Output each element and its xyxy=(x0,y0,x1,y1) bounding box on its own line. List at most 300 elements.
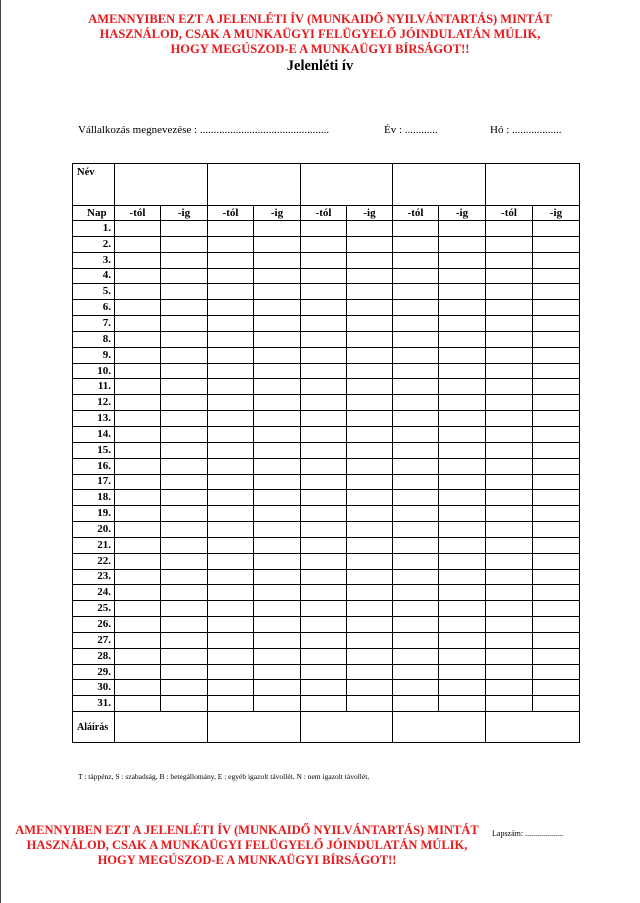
to-time-cell[interactable] xyxy=(254,300,301,316)
to-time-cell[interactable] xyxy=(161,458,208,474)
from-time-cell[interactable] xyxy=(393,506,439,522)
company-name-field[interactable]: Vállalkozás megnevezése : ............................................... xyxy=(78,124,330,136)
to-time-cell[interactable] xyxy=(347,284,393,300)
to-time-cell[interactable] xyxy=(161,696,208,712)
from-time-cell[interactable] xyxy=(393,569,439,585)
from-time-cell[interactable] xyxy=(486,379,533,395)
to-time-cell[interactable] xyxy=(347,474,393,490)
from-time-cell[interactable] xyxy=(115,379,161,395)
to-time-cell[interactable] xyxy=(347,537,393,553)
from-time-cell[interactable] xyxy=(486,458,533,474)
to-time-cell[interactable] xyxy=(254,331,301,347)
from-time-cell[interactable] xyxy=(301,569,347,585)
to-time-cell[interactable] xyxy=(439,585,486,601)
to-time-cell[interactable] xyxy=(533,664,580,680)
from-time-cell[interactable] xyxy=(393,347,439,363)
from-time-cell[interactable] xyxy=(393,632,439,648)
to-time-cell[interactable] xyxy=(533,442,580,458)
from-time-cell[interactable] xyxy=(486,426,533,442)
to-time-cell[interactable] xyxy=(161,617,208,633)
to-time-cell[interactable] xyxy=(439,268,486,284)
to-time-cell[interactable] xyxy=(439,617,486,633)
to-time-cell[interactable] xyxy=(161,648,208,664)
from-time-cell[interactable] xyxy=(393,490,439,506)
from-time-cell[interactable] xyxy=(486,331,533,347)
to-time-cell[interactable] xyxy=(439,331,486,347)
from-time-cell[interactable] xyxy=(393,268,439,284)
from-time-cell[interactable] xyxy=(301,506,347,522)
from-time-cell[interactable] xyxy=(393,252,439,268)
from-time-cell[interactable] xyxy=(301,426,347,442)
from-time-cell[interactable] xyxy=(393,316,439,332)
to-time-cell[interactable] xyxy=(254,458,301,474)
from-time-cell[interactable] xyxy=(208,601,254,617)
from-time-cell[interactable] xyxy=(301,316,347,332)
to-time-cell[interactable] xyxy=(254,379,301,395)
to-time-cell[interactable] xyxy=(347,601,393,617)
to-time-cell[interactable] xyxy=(161,347,208,363)
to-time-cell[interactable] xyxy=(347,331,393,347)
to-time-cell[interactable] xyxy=(439,696,486,712)
from-time-cell[interactable] xyxy=(393,379,439,395)
to-time-cell[interactable] xyxy=(533,284,580,300)
from-time-cell[interactable] xyxy=(208,553,254,569)
from-time-cell[interactable] xyxy=(486,696,533,712)
signature-cell[interactable] xyxy=(208,712,301,743)
to-time-cell[interactable] xyxy=(254,585,301,601)
to-time-cell[interactable] xyxy=(161,379,208,395)
to-time-cell[interactable] xyxy=(439,316,486,332)
from-time-cell[interactable] xyxy=(301,300,347,316)
to-time-cell[interactable] xyxy=(347,506,393,522)
from-time-cell[interactable] xyxy=(393,648,439,664)
to-time-cell[interactable] xyxy=(533,347,580,363)
to-time-cell[interactable] xyxy=(161,537,208,553)
from-time-cell[interactable] xyxy=(208,331,254,347)
to-time-cell[interactable] xyxy=(533,236,580,252)
to-time-cell[interactable] xyxy=(533,395,580,411)
from-time-cell[interactable] xyxy=(486,395,533,411)
from-time-cell[interactable] xyxy=(486,316,533,332)
page-number-field[interactable]: Lapszám: ................... xyxy=(492,829,564,838)
from-time-cell[interactable] xyxy=(301,442,347,458)
from-time-cell[interactable] xyxy=(301,411,347,427)
from-time-cell[interactable] xyxy=(115,585,161,601)
to-time-cell[interactable] xyxy=(533,300,580,316)
to-time-cell[interactable] xyxy=(347,490,393,506)
from-time-cell[interactable] xyxy=(115,664,161,680)
from-time-cell[interactable] xyxy=(393,680,439,696)
to-time-cell[interactable] xyxy=(439,300,486,316)
from-time-cell[interactable] xyxy=(115,221,161,237)
from-time-cell[interactable] xyxy=(208,221,254,237)
to-time-cell[interactable] xyxy=(254,363,301,379)
to-time-cell[interactable] xyxy=(161,442,208,458)
to-time-cell[interactable] xyxy=(533,331,580,347)
to-time-cell[interactable] xyxy=(439,537,486,553)
to-time-cell[interactable] xyxy=(533,617,580,633)
to-time-cell[interactable] xyxy=(161,300,208,316)
from-time-cell[interactable] xyxy=(393,442,439,458)
from-time-cell[interactable] xyxy=(115,268,161,284)
from-time-cell[interactable] xyxy=(486,664,533,680)
from-time-cell[interactable] xyxy=(486,347,533,363)
to-time-cell[interactable] xyxy=(161,522,208,538)
from-time-cell[interactable] xyxy=(301,617,347,633)
to-time-cell[interactable] xyxy=(439,458,486,474)
signature-cell[interactable] xyxy=(115,712,208,743)
to-time-cell[interactable] xyxy=(439,648,486,664)
from-time-cell[interactable] xyxy=(115,411,161,427)
signature-cell[interactable] xyxy=(486,712,580,743)
to-time-cell[interactable] xyxy=(439,632,486,648)
to-time-cell[interactable] xyxy=(347,458,393,474)
to-time-cell[interactable] xyxy=(439,395,486,411)
to-time-cell[interactable] xyxy=(161,363,208,379)
from-time-cell[interactable] xyxy=(393,426,439,442)
to-time-cell[interactable] xyxy=(161,664,208,680)
to-time-cell[interactable] xyxy=(347,316,393,332)
from-time-cell[interactable] xyxy=(208,268,254,284)
to-time-cell[interactable] xyxy=(254,284,301,300)
to-time-cell[interactable] xyxy=(254,522,301,538)
to-time-cell[interactable] xyxy=(533,411,580,427)
to-time-cell[interactable] xyxy=(347,268,393,284)
to-time-cell[interactable] xyxy=(439,363,486,379)
from-time-cell[interactable] xyxy=(393,585,439,601)
to-time-cell[interactable] xyxy=(439,522,486,538)
to-time-cell[interactable] xyxy=(254,395,301,411)
from-time-cell[interactable] xyxy=(486,442,533,458)
to-time-cell[interactable] xyxy=(533,553,580,569)
to-time-cell[interactable] xyxy=(347,664,393,680)
to-time-cell[interactable] xyxy=(161,236,208,252)
from-time-cell[interactable] xyxy=(115,347,161,363)
from-time-cell[interactable] xyxy=(393,553,439,569)
to-time-cell[interactable] xyxy=(347,379,393,395)
to-time-cell[interactable] xyxy=(533,252,580,268)
to-time-cell[interactable] xyxy=(347,632,393,648)
from-time-cell[interactable] xyxy=(301,347,347,363)
to-time-cell[interactable] xyxy=(347,426,393,442)
to-time-cell[interactable] xyxy=(347,617,393,633)
to-time-cell[interactable] xyxy=(439,284,486,300)
from-time-cell[interactable] xyxy=(115,506,161,522)
from-time-cell[interactable] xyxy=(115,696,161,712)
from-time-cell[interactable] xyxy=(115,522,161,538)
from-time-cell[interactable] xyxy=(301,601,347,617)
from-time-cell[interactable] xyxy=(115,648,161,664)
to-time-cell[interactable] xyxy=(347,363,393,379)
from-time-cell[interactable] xyxy=(301,585,347,601)
from-time-cell[interactable] xyxy=(393,363,439,379)
to-time-cell[interactable] xyxy=(533,680,580,696)
from-time-cell[interactable] xyxy=(486,284,533,300)
to-time-cell[interactable] xyxy=(254,442,301,458)
to-time-cell[interactable] xyxy=(439,553,486,569)
employee-name-cell[interactable] xyxy=(115,164,208,206)
from-time-cell[interactable] xyxy=(208,474,254,490)
from-time-cell[interactable] xyxy=(393,522,439,538)
to-time-cell[interactable] xyxy=(533,474,580,490)
to-time-cell[interactable] xyxy=(533,601,580,617)
to-time-cell[interactable] xyxy=(347,252,393,268)
from-time-cell[interactable] xyxy=(486,506,533,522)
from-time-cell[interactable] xyxy=(301,331,347,347)
year-field[interactable]: Év : ............ xyxy=(384,124,438,136)
from-time-cell[interactable] xyxy=(115,553,161,569)
from-time-cell[interactable] xyxy=(115,316,161,332)
from-time-cell[interactable] xyxy=(301,236,347,252)
from-time-cell[interactable] xyxy=(301,474,347,490)
to-time-cell[interactable] xyxy=(254,617,301,633)
to-time-cell[interactable] xyxy=(533,648,580,664)
from-time-cell[interactable] xyxy=(301,696,347,712)
from-time-cell[interactable] xyxy=(301,268,347,284)
from-time-cell[interactable] xyxy=(115,252,161,268)
to-time-cell[interactable] xyxy=(533,569,580,585)
to-time-cell[interactable] xyxy=(533,426,580,442)
from-time-cell[interactable] xyxy=(115,442,161,458)
from-time-cell[interactable] xyxy=(486,300,533,316)
to-time-cell[interactable] xyxy=(161,395,208,411)
from-time-cell[interactable] xyxy=(115,331,161,347)
from-time-cell[interactable] xyxy=(486,236,533,252)
from-time-cell[interactable] xyxy=(393,474,439,490)
from-time-cell[interactable] xyxy=(115,490,161,506)
to-time-cell[interactable] xyxy=(161,252,208,268)
from-time-cell[interactable] xyxy=(115,632,161,648)
from-time-cell[interactable] xyxy=(115,426,161,442)
to-time-cell[interactable] xyxy=(439,680,486,696)
from-time-cell[interactable] xyxy=(486,411,533,427)
to-time-cell[interactable] xyxy=(161,474,208,490)
to-time-cell[interactable] xyxy=(533,363,580,379)
to-time-cell[interactable] xyxy=(439,474,486,490)
from-time-cell[interactable] xyxy=(115,617,161,633)
to-time-cell[interactable] xyxy=(347,347,393,363)
to-time-cell[interactable] xyxy=(439,252,486,268)
from-time-cell[interactable] xyxy=(486,617,533,633)
to-time-cell[interactable] xyxy=(347,585,393,601)
to-time-cell[interactable] xyxy=(439,664,486,680)
from-time-cell[interactable] xyxy=(115,458,161,474)
to-time-cell[interactable] xyxy=(533,316,580,332)
from-time-cell[interactable] xyxy=(393,617,439,633)
to-time-cell[interactable] xyxy=(347,442,393,458)
to-time-cell[interactable] xyxy=(161,680,208,696)
to-time-cell[interactable] xyxy=(533,221,580,237)
to-time-cell[interactable] xyxy=(254,569,301,585)
to-time-cell[interactable] xyxy=(254,490,301,506)
from-time-cell[interactable] xyxy=(486,680,533,696)
to-time-cell[interactable] xyxy=(439,506,486,522)
from-time-cell[interactable] xyxy=(393,664,439,680)
from-time-cell[interactable] xyxy=(115,474,161,490)
from-time-cell[interactable] xyxy=(208,284,254,300)
from-time-cell[interactable] xyxy=(208,506,254,522)
from-time-cell[interactable] xyxy=(486,585,533,601)
to-time-cell[interactable] xyxy=(254,506,301,522)
to-time-cell[interactable] xyxy=(254,252,301,268)
to-time-cell[interactable] xyxy=(161,553,208,569)
to-time-cell[interactable] xyxy=(347,648,393,664)
from-time-cell[interactable] xyxy=(208,632,254,648)
to-time-cell[interactable] xyxy=(533,379,580,395)
to-time-cell[interactable] xyxy=(347,680,393,696)
to-time-cell[interactable] xyxy=(439,236,486,252)
from-time-cell[interactable] xyxy=(208,696,254,712)
to-time-cell[interactable] xyxy=(347,522,393,538)
from-time-cell[interactable] xyxy=(301,522,347,538)
from-time-cell[interactable] xyxy=(486,569,533,585)
from-time-cell[interactable] xyxy=(208,316,254,332)
to-time-cell[interactable] xyxy=(347,553,393,569)
from-time-cell[interactable] xyxy=(301,458,347,474)
to-time-cell[interactable] xyxy=(161,426,208,442)
from-time-cell[interactable] xyxy=(208,300,254,316)
to-time-cell[interactable] xyxy=(161,411,208,427)
from-time-cell[interactable] xyxy=(115,537,161,553)
from-time-cell[interactable] xyxy=(208,426,254,442)
to-time-cell[interactable] xyxy=(161,284,208,300)
to-time-cell[interactable] xyxy=(347,696,393,712)
from-time-cell[interactable] xyxy=(115,236,161,252)
to-time-cell[interactable] xyxy=(254,474,301,490)
from-time-cell[interactable] xyxy=(208,379,254,395)
from-time-cell[interactable] xyxy=(393,221,439,237)
to-time-cell[interactable] xyxy=(533,490,580,506)
to-time-cell[interactable] xyxy=(439,379,486,395)
signature-cell[interactable] xyxy=(393,712,486,743)
to-time-cell[interactable] xyxy=(347,411,393,427)
to-time-cell[interactable] xyxy=(533,632,580,648)
from-time-cell[interactable] xyxy=(208,363,254,379)
to-time-cell[interactable] xyxy=(347,221,393,237)
from-time-cell[interactable] xyxy=(486,268,533,284)
to-time-cell[interactable] xyxy=(161,585,208,601)
month-field[interactable]: Hó : .................. xyxy=(490,124,562,136)
to-time-cell[interactable] xyxy=(347,395,393,411)
to-time-cell[interactable] xyxy=(533,522,580,538)
from-time-cell[interactable] xyxy=(115,363,161,379)
to-time-cell[interactable] xyxy=(439,347,486,363)
from-time-cell[interactable] xyxy=(393,300,439,316)
to-time-cell[interactable] xyxy=(439,442,486,458)
from-time-cell[interactable] xyxy=(301,395,347,411)
from-time-cell[interactable] xyxy=(301,537,347,553)
to-time-cell[interactable] xyxy=(161,316,208,332)
to-time-cell[interactable] xyxy=(254,553,301,569)
from-time-cell[interactable] xyxy=(301,363,347,379)
to-time-cell[interactable] xyxy=(347,236,393,252)
from-time-cell[interactable] xyxy=(393,601,439,617)
to-time-cell[interactable] xyxy=(254,537,301,553)
from-time-cell[interactable] xyxy=(208,236,254,252)
from-time-cell[interactable] xyxy=(208,617,254,633)
to-time-cell[interactable] xyxy=(161,268,208,284)
to-time-cell[interactable] xyxy=(439,221,486,237)
from-time-cell[interactable] xyxy=(208,395,254,411)
from-time-cell[interactable] xyxy=(115,601,161,617)
to-time-cell[interactable] xyxy=(254,648,301,664)
from-time-cell[interactable] xyxy=(393,395,439,411)
from-time-cell[interactable] xyxy=(486,252,533,268)
signature-cell[interactable] xyxy=(301,712,393,743)
to-time-cell[interactable] xyxy=(254,664,301,680)
from-time-cell[interactable] xyxy=(208,680,254,696)
from-time-cell[interactable] xyxy=(115,680,161,696)
from-time-cell[interactable] xyxy=(301,284,347,300)
to-time-cell[interactable] xyxy=(254,680,301,696)
to-time-cell[interactable] xyxy=(254,632,301,648)
from-time-cell[interactable] xyxy=(301,648,347,664)
to-time-cell[interactable] xyxy=(533,458,580,474)
to-time-cell[interactable] xyxy=(439,490,486,506)
from-time-cell[interactable] xyxy=(115,300,161,316)
employee-name-cell[interactable] xyxy=(486,164,580,206)
from-time-cell[interactable] xyxy=(208,664,254,680)
from-time-cell[interactable] xyxy=(208,252,254,268)
from-time-cell[interactable] xyxy=(301,379,347,395)
to-time-cell[interactable] xyxy=(254,236,301,252)
to-time-cell[interactable] xyxy=(533,537,580,553)
to-time-cell[interactable] xyxy=(161,632,208,648)
to-time-cell[interactable] xyxy=(161,331,208,347)
from-time-cell[interactable] xyxy=(486,474,533,490)
from-time-cell[interactable] xyxy=(208,648,254,664)
to-time-cell[interactable] xyxy=(254,411,301,427)
to-time-cell[interactable] xyxy=(161,569,208,585)
from-time-cell[interactable] xyxy=(208,411,254,427)
from-time-cell[interactable] xyxy=(208,458,254,474)
to-time-cell[interactable] xyxy=(161,506,208,522)
from-time-cell[interactable] xyxy=(301,632,347,648)
to-time-cell[interactable] xyxy=(254,426,301,442)
employee-name-cell[interactable] xyxy=(301,164,393,206)
to-time-cell[interactable] xyxy=(439,601,486,617)
from-time-cell[interactable] xyxy=(301,221,347,237)
from-time-cell[interactable] xyxy=(301,664,347,680)
from-time-cell[interactable] xyxy=(393,537,439,553)
from-time-cell[interactable] xyxy=(208,347,254,363)
from-time-cell[interactable] xyxy=(208,490,254,506)
from-time-cell[interactable] xyxy=(115,284,161,300)
from-time-cell[interactable] xyxy=(301,490,347,506)
from-time-cell[interactable] xyxy=(393,236,439,252)
from-time-cell[interactable] xyxy=(486,601,533,617)
from-time-cell[interactable] xyxy=(301,553,347,569)
from-time-cell[interactable] xyxy=(301,680,347,696)
to-time-cell[interactable] xyxy=(161,221,208,237)
to-time-cell[interactable] xyxy=(254,696,301,712)
from-time-cell[interactable] xyxy=(115,395,161,411)
to-time-cell[interactable] xyxy=(254,601,301,617)
from-time-cell[interactable] xyxy=(486,522,533,538)
to-time-cell[interactable] xyxy=(254,347,301,363)
from-time-cell[interactable] xyxy=(486,632,533,648)
from-time-cell[interactable] xyxy=(208,569,254,585)
from-time-cell[interactable] xyxy=(486,553,533,569)
to-time-cell[interactable] xyxy=(347,300,393,316)
from-time-cell[interactable] xyxy=(393,696,439,712)
from-time-cell[interactable] xyxy=(393,331,439,347)
from-time-cell[interactable] xyxy=(486,221,533,237)
to-time-cell[interactable] xyxy=(254,268,301,284)
from-time-cell[interactable] xyxy=(486,490,533,506)
to-time-cell[interactable] xyxy=(439,569,486,585)
to-time-cell[interactable] xyxy=(254,316,301,332)
